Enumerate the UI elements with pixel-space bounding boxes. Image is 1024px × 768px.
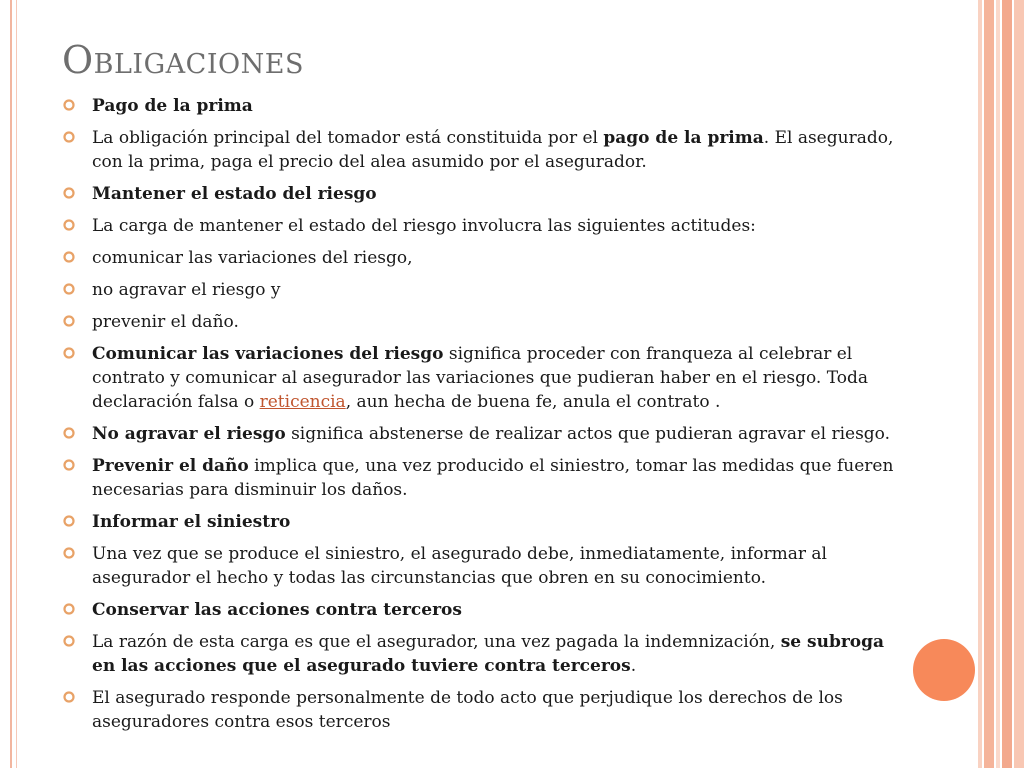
bullet-list — [62, 94, 912, 742]
bold-text: pago de la prima — [603, 128, 764, 148]
text-segment: . — [630, 656, 637, 676]
ring-bullet-icon — [62, 314, 76, 328]
ring-bullet-icon — [62, 634, 76, 648]
ring-bullet-icon — [62, 130, 76, 144]
ring-bullet-icon — [62, 98, 76, 112]
list-item — [62, 278, 912, 302]
ring-bullet-icon — [62, 186, 76, 200]
bold-text: Mantener el estado del riesgo — [92, 184, 377, 204]
list-item — [62, 182, 912, 206]
bold-text: Comunicar las variaciones del riesgo — [92, 344, 444, 364]
list-item-text — [92, 456, 893, 500]
list-item — [62, 686, 912, 734]
list-item-text — [92, 312, 239, 332]
ring-bullet-icon — [62, 250, 76, 264]
list-item-text — [92, 544, 827, 588]
page-title: Obligaciones — [62, 38, 304, 82]
bold-text: Informar el siniestro — [92, 512, 291, 532]
orange-circle-decoration — [913, 639, 975, 701]
ring-bullet-icon — [62, 514, 76, 528]
ring-bullet-icon — [62, 282, 76, 296]
bold-text: No agravar el riesgo — [92, 424, 286, 444]
list-item — [62, 542, 912, 590]
list-item — [62, 454, 912, 502]
text-segment: prevenir el daño. — [92, 312, 239, 332]
text-segment: . El asegurado, con la prima, paga el precio del alea asumido por el asegurador. — [92, 128, 894, 172]
list-item-text — [92, 512, 290, 532]
list-item — [62, 94, 912, 118]
bold-text: Prevenir el daño — [92, 456, 249, 476]
list-item-text — [92, 248, 413, 268]
text-segment: no agravar el riesgo y — [92, 280, 281, 300]
bold-text: se subroga en las acciones que el asegurado tuviere contra terceros — [92, 632, 885, 676]
list-item-text — [92, 184, 377, 204]
ring-bullet-icon — [62, 458, 76, 472]
text-segment: La carga de mantener el estado del riesgo involucra las siguientes actitudes: — [92, 216, 756, 236]
ring-bullet-icon — [62, 346, 76, 360]
list-item — [62, 422, 912, 446]
list-item — [62, 342, 912, 414]
ring-bullet-icon — [62, 426, 76, 440]
list-item-text — [92, 688, 843, 732]
left-border-line — [10, 0, 12, 768]
text-segment: La obligación principal del tomador está constituida por el — [92, 128, 604, 148]
text-segment: comunicar las variaciones del riesgo, — [92, 248, 413, 268]
ring-bullet-icon — [62, 602, 76, 616]
reticencia-link[interactable]: reticencia — [259, 392, 346, 412]
bold-text: Conservar las acciones contra terceros — [92, 600, 462, 620]
list-item-text — [92, 128, 893, 172]
text-segment: significa abstenerse de realizar actos que pudieran agravar el riesgo. — [285, 424, 891, 444]
ring-bullet-icon — [62, 690, 76, 704]
right-decorative-stripes — [978, 0, 1024, 768]
text-segment: El asegurado responde personalmente de todo acto que perjudique los derechos de los aseguradores contra esos terceros — [92, 688, 843, 732]
left-border-line-inner — [16, 0, 17, 768]
list-item-text — [92, 632, 884, 676]
list-item-text — [92, 216, 756, 236]
list-item — [62, 214, 912, 238]
text-segment: significa proceder con franqueza al celebrar el contrato y comunicar al asegurador las variaciones que pudieran haber en el riesgo. Toda declaración falsa o — [92, 344, 869, 412]
list-item-text — [92, 600, 462, 620]
bold-text: Pago de la prima — [92, 96, 253, 116]
list-item — [62, 510, 912, 534]
list-item-text — [92, 424, 890, 444]
text-segment: La razón de esta carga es que el asegurador, una vez pagada la indemnización, — [92, 632, 781, 652]
list-item — [62, 246, 912, 270]
list-item — [62, 630, 912, 678]
text-segment: , aun hecha de buena fe, anula el contrato . — [345, 392, 721, 412]
list-item-text — [92, 344, 868, 412]
list-item — [62, 598, 912, 622]
list-item — [62, 126, 912, 174]
text-segment: Una vez que se produce el siniestro, el asegurado debe, inmediatamente, informar al asegurador el hecho y todas las circunstancias que obren en su conocimiento. — [92, 544, 827, 588]
list-item-text — [92, 280, 281, 300]
list-item — [62, 310, 912, 334]
list-item-text — [92, 96, 253, 116]
ring-bullet-icon — [62, 218, 76, 232]
ring-bullet-icon — [62, 546, 76, 560]
text-segment: implica que, una vez producido el siniestro, tomar las medidas que fueren necesarias para disminuir los daños. — [92, 456, 894, 500]
